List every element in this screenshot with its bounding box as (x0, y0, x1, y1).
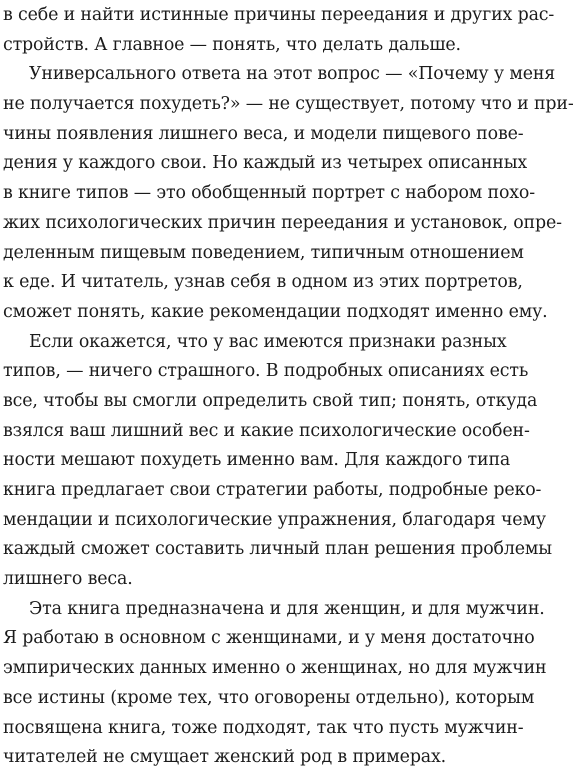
text-line: чины появления лишнего веса, и модели пищевого пове- (3, 123, 524, 144)
text-line: эмпирических данных именно о женщинах, но для мужчин (3, 658, 547, 679)
text-line: типов, — ничего страшного. В подробных описаниях есть (3, 361, 529, 382)
text-line: книга предлагает свои стратегии работы, подробные реко- (3, 480, 542, 500)
text-line: не получается похудеть?» — не существует, потому что и при- (3, 94, 574, 115)
text-line: ности мешают похудеть именно вам. Для каждого типа (3, 450, 511, 471)
text-line: сможет понять, какие рекомендации подходят именно ему. (3, 301, 548, 322)
text-line: все, чтобы вы смогли определить свой тип; понять, откуда (3, 390, 538, 411)
text-line: жих психологических причин переедания и установок, опре- (3, 212, 562, 233)
text-line: Универсального ответа на этот вопрос — «Почему у меня (29, 64, 556, 85)
text-line: дения у каждого свои. Но каждый из четырех описанных (3, 153, 528, 174)
text-line: Если окажется, что у вас имеются признаки разных (29, 331, 507, 352)
text-line: все истины (кроме тех, что оговорены отдельно), которым (3, 687, 535, 708)
text-line: читателей не смущает женский род в примерах. (3, 747, 447, 768)
text-line: каждый сможет составить личный план решения проблемы (3, 539, 552, 560)
text-line: стройств. А главное — понять, что делать дальше. (3, 34, 461, 55)
text-line: мендации и психологические упражнения, благодаря чему (3, 509, 546, 530)
text-line: посвящена книга, тоже подходят, так что пусть мужчин- (3, 717, 524, 738)
text-line: к еде. И читатель, узнав себя в одном из этих портретов, (3, 272, 523, 293)
text-line: Эта книга предназначена и для женщин, и для мужчин. (29, 598, 545, 619)
text-line: лишнего веса. (3, 569, 133, 590)
body-text (3, 1, 574, 773)
text-line: взялся ваш лишний вес и какие психологические особен- (3, 420, 530, 441)
text-line: Я работаю в основном с женщинами, и у меня достаточно (3, 628, 535, 649)
text-line: в книге типов — это обобщенный портрет с набором похо- (3, 183, 535, 204)
text-line: деленным пищевым поведением, типичным отношением (3, 242, 524, 263)
text-line: в себе и найти истинные причины переедания и других рас- (3, 5, 555, 25)
